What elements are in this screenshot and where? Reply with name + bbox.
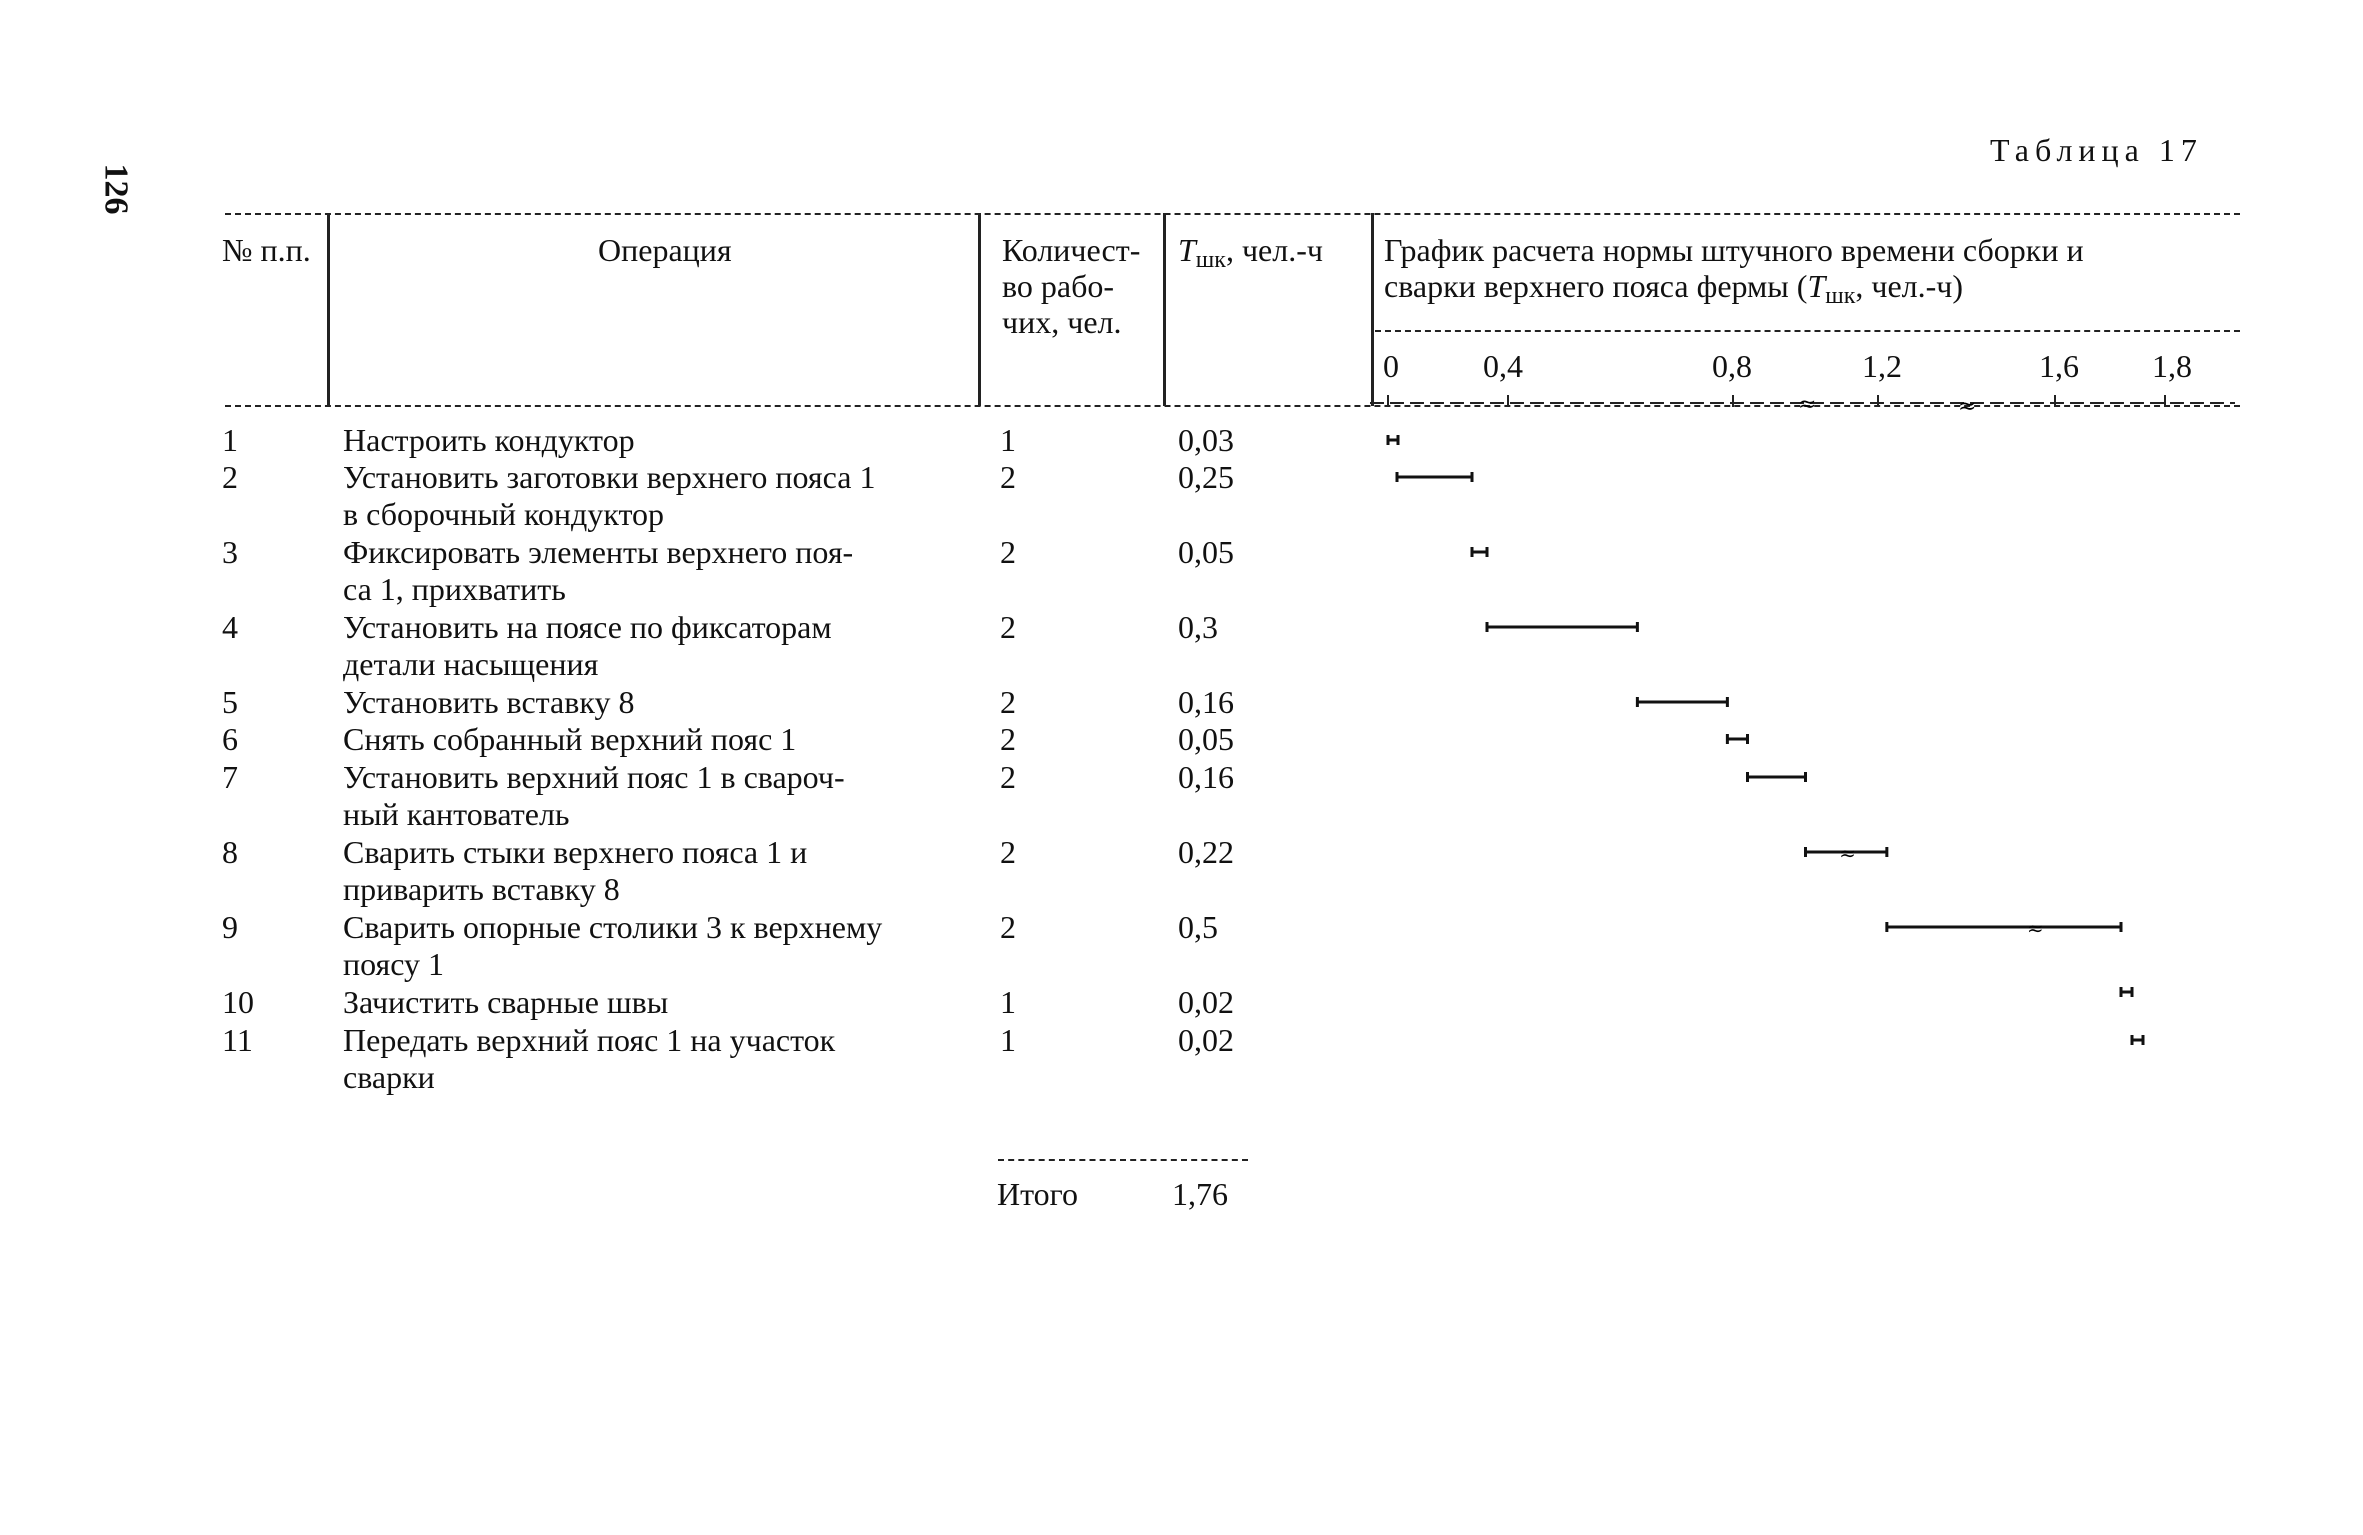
header-top-rule [225, 213, 2240, 215]
column-divider-3 [1163, 213, 1166, 406]
row-6-time: 0,05 [1178, 721, 1234, 757]
row-3-workers: 2 [1000, 534, 1016, 570]
row-4-num: 4 [222, 609, 238, 645]
row-op-line: Установить вставку 8 [343, 684, 635, 720]
row-11-workers: 1 [1000, 1022, 1016, 1058]
row-8-num: 8 [222, 834, 238, 870]
scale-label: 1,6 [2039, 348, 2079, 384]
row-10-op [343, 984, 668, 1021]
row-6-num: 6 [222, 721, 238, 757]
header-time-subscript: шк [1195, 247, 1226, 273]
scale-label: 0 [1383, 348, 1399, 384]
header-time-unit: , чел.-ч [1225, 232, 1323, 268]
row-op-line: приварить вставку 8 [343, 871, 620, 907]
chart-title-subscript: шк [1825, 283, 1856, 309]
row-5-workers: 2 [1000, 684, 1016, 720]
header-time [1178, 232, 1323, 278]
row-op-line: са 1, прихватить [343, 571, 566, 607]
row-5-op [343, 684, 634, 721]
row-11-op [343, 1022, 835, 1096]
row-2-num: 2 [222, 459, 238, 495]
chart-title-line-1: График расчета нормы штучного времени сборки и [1384, 232, 2084, 268]
header-workers-line: Количест- [1002, 232, 1141, 268]
row-9-op [343, 909, 882, 983]
row-4-time: 0,3 [1178, 609, 1218, 645]
row-2-time: 0,25 [1178, 459, 1234, 495]
row-1-num: 1 [222, 422, 238, 458]
row-8-op [343, 834, 807, 908]
row-8-time: 0,22 [1178, 834, 1234, 870]
total-rule [998, 1159, 1248, 1161]
row-7-num: 7 [222, 759, 238, 795]
row-2-op [343, 459, 875, 533]
header-time-symbol: T [1178, 232, 1196, 268]
row-10-workers: 1 [1000, 984, 1016, 1020]
chart-title-text-b: , чел.-ч) [1855, 268, 1964, 304]
column-divider-2 [978, 213, 981, 406]
scale-label: 1,8 [2152, 348, 2192, 384]
row-10-num: 10 [222, 984, 254, 1020]
header-chart-title [1384, 232, 2084, 314]
row-op-line: Установить верхний пояс 1 в свароч- [343, 759, 845, 795]
row-op-line: ный кантователь [343, 796, 570, 832]
column-divider-4 [1371, 213, 1374, 406]
row-op-line: детали насыщения [343, 646, 599, 682]
table-title: Таблица 17 [1990, 132, 2203, 168]
row-op-line: Передать верхний пояс 1 на участок [343, 1022, 836, 1058]
row-2-workers: 2 [1000, 459, 1016, 495]
page-number: 126 [97, 163, 135, 215]
row-6-op [343, 721, 796, 758]
scale-label: 0,4 [1483, 348, 1523, 384]
row-4-workers: 2 [1000, 609, 1016, 645]
chart-title-text-a: сварки верхнего пояса фермы ( [1384, 268, 1808, 304]
gantt-chart [1370, 380, 2240, 1080]
scale-label: 1,2 [1862, 348, 1902, 384]
row-7-time: 0,16 [1178, 759, 1234, 795]
row-op-line: Снять собранный верхний пояс 1 [343, 721, 797, 757]
row-9-workers: 2 [1000, 909, 1016, 945]
row-11-time: 0,02 [1178, 1022, 1234, 1058]
row-7-workers: 2 [1000, 759, 1016, 795]
row-op-line: Установить заготовки верхнего пояса 1 [343, 459, 876, 495]
header-workers-line: во рабо- [1002, 268, 1115, 304]
row-5-time: 0,16 [1178, 684, 1234, 720]
row-op-line: Установить на поясе по фиксаторам [343, 609, 832, 645]
row-op-line: Фиксировать элементы верхнего поя- [343, 534, 854, 570]
header-workers [1002, 232, 1140, 340]
row-3-num: 3 [222, 534, 238, 570]
row-op-line: в сборочный кондуктор [343, 496, 665, 532]
row-op-line: поясу 1 [343, 946, 445, 982]
axis-break-icon: ≈ [1798, 392, 1817, 417]
header-num: № п.п. [222, 232, 311, 268]
row-5-num: 5 [222, 684, 238, 720]
row-1-workers: 1 [1000, 422, 1016, 458]
row-8-workers: 2 [1000, 834, 1016, 870]
scale-label: 0,8 [1712, 348, 1752, 384]
row-4-op [343, 609, 832, 683]
row-7-op [343, 759, 845, 833]
row-1-time: 0,03 [1178, 422, 1234, 458]
total-label: Итого [997, 1176, 1078, 1212]
row-op-line: Зачистить сварные швы [343, 984, 669, 1020]
axis-break-icon: ≈ [1958, 394, 1977, 419]
chart-title-line-2 [1384, 268, 2084, 314]
break-mark-icon: ≈ [1839, 841, 1856, 865]
chart-title-symbol: T [1807, 268, 1826, 304]
header-operation: Операция [598, 232, 732, 268]
row-11-num: 11 [222, 1022, 253, 1058]
row-op-line: Сварить стыки верхнего пояса 1 и [343, 834, 808, 870]
row-3-time: 0,05 [1178, 534, 1234, 570]
row-op-line: сварки [343, 1059, 435, 1095]
column-divider-1 [327, 213, 330, 406]
header-workers-line: чих, чел. [1002, 304, 1122, 340]
break-mark-icon: ≈ [2026, 916, 2044, 940]
row-op-line: Настроить кондуктор [343, 422, 635, 458]
row-6-workers: 2 [1000, 721, 1016, 757]
row-9-num: 9 [222, 909, 238, 945]
row-10-time: 0,02 [1178, 984, 1234, 1020]
row-9-time: 0,5 [1178, 909, 1218, 945]
total-value: 1,76 [1172, 1176, 1228, 1212]
row-3-op [343, 534, 853, 608]
chart-subheader-rule [1375, 330, 2240, 332]
row-1-op [343, 422, 635, 459]
row-op-line: Сварить опорные столики 3 к верхнему [343, 909, 883, 945]
